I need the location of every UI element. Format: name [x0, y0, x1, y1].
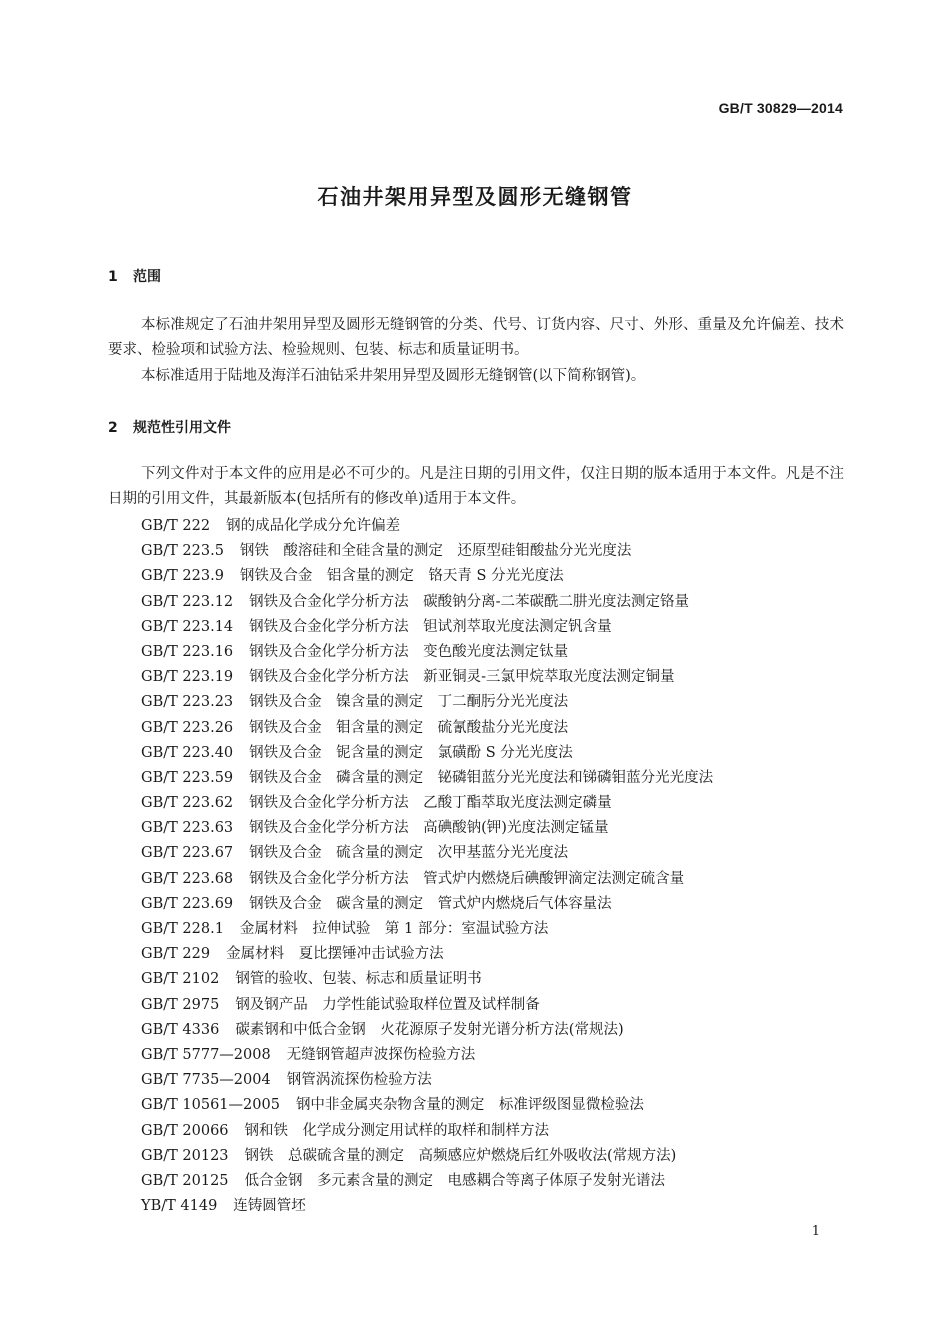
- reference-item: [141, 1144, 713, 1169]
- reference-item: [141, 741, 713, 766]
- reference-item: [141, 1093, 713, 1118]
- reference-title: 钢铁 酸溶硅和全硅含量的测定 还原型硅钼酸盐分光光度法: [239, 543, 632, 560]
- reference-code: GB/T 223.69: [141, 895, 234, 912]
- reference-item: [141, 892, 713, 917]
- standard-code: GB/T 30829—2014: [718, 100, 843, 116]
- reference-title: 金属材料 拉伸试验 第 1 部分：室温试验方法: [239, 921, 549, 937]
- reference-title: 钢铁及合金化学分析方法 新亚铜灵-三氯甲烷萃取光度法测定铜量: [249, 669, 675, 686]
- reference-code: GB/T 223.40: [141, 744, 234, 761]
- reference-title: 无缝钢管超声波探伤检验方法: [286, 1046, 476, 1063]
- reference-title: 钢管涡流探伤检验方法: [286, 1072, 432, 1089]
- references-intro-paragraph: 下列文件对于本文件的应用是必不可少的。凡是注日期的引用文件，仅注日期的版本适用于本文件。凡是不注日期的引用文件，其最新版本(包括所有的修改单)适用于本文件。: [108, 466, 844, 508]
- reference-code: GB/T 223.62: [141, 795, 234, 812]
- document-title: 石油井架用异型及圆形无缝钢管: [317, 185, 633, 209]
- reference-item: [141, 615, 713, 640]
- reference-code: GB/T 7735—2004: [141, 1072, 271, 1089]
- reference-list: [141, 514, 713, 1219]
- reference-item: [141, 590, 713, 615]
- reference-title: 钢及钢产品 力学性能试验取样位置及试样制备: [235, 996, 540, 1013]
- reference-item: [141, 564, 713, 589]
- reference-item: [141, 514, 713, 539]
- reference-code: GB/T 229: [141, 946, 211, 963]
- reference-code: GB/T 223.26: [141, 719, 234, 736]
- section-number: 1: [108, 269, 118, 285]
- reference-title: 钢铁及合金 钼含量的测定 硫氰酸盐分光光度法: [249, 719, 569, 736]
- reference-title: 钢铁及合金化学分析方法 钽试剂萃取光度法测定钒含量: [249, 618, 612, 635]
- reference-title: 钢铁及合金化学分析方法 碳酸钠分离-二苯碳酰二肼光度法测定铬量: [249, 593, 690, 610]
- reference-code: GB/T 228.1: [141, 921, 224, 937]
- reference-code: GB/T 223.12: [141, 593, 234, 610]
- reference-title: 金属材料 夏比摆锤冲击试验方法: [226, 946, 444, 963]
- reference-title: 钢管的验收、包装、标志和质量证明书: [235, 971, 482, 988]
- reference-title: 钢和铁 化学成分测定用试样的取样和制样方法: [244, 1122, 550, 1139]
- reference-code: GB/T 223.23: [141, 694, 234, 711]
- reference-code: GB/T 222: [141, 518, 211, 534]
- reference-item: [141, 867, 713, 892]
- reference-code: GB/T 5777—2008: [141, 1046, 271, 1063]
- reference-code: GB/T 223.59: [141, 769, 234, 786]
- page-number: 1: [811, 1224, 820, 1239]
- reference-title: 钢铁及合金 铝含量的测定 铬天青 S 分光光度法: [239, 568, 564, 585]
- reference-title: 钢中非金属夹杂物含量的测定 标准评级图显微检验法: [295, 1097, 644, 1114]
- reference-item: [141, 1068, 713, 1093]
- reference-title: 钢的成品化学成分允许偏差: [226, 518, 401, 534]
- reference-item: [141, 841, 713, 866]
- reference-item: [141, 1194, 713, 1219]
- reference-title: 钢铁及合金化学分析方法 高碘酸钠(钾)光度法测定锰量: [249, 820, 609, 837]
- reference-item: [141, 716, 713, 741]
- reference-code: GB/T 223.68: [141, 870, 234, 887]
- reference-title: 钢铁及合金化学分析方法 乙酸丁酯萃取光度法测定磷量: [249, 795, 612, 812]
- reference-code: GB/T 223.67: [141, 845, 234, 862]
- reference-item: [141, 1043, 713, 1068]
- reference-title: 钢铁及合金 铌含量的测定 氯磺酚 S 分光光度法: [249, 744, 573, 761]
- reference-title: 钢铁及合金化学分析方法 管式炉内燃烧后碘酸钾滴定法测定硫含量: [249, 870, 685, 887]
- reference-item: [141, 1169, 713, 1194]
- reference-code: GB/T 223.5: [141, 543, 224, 560]
- reference-item: [141, 640, 713, 665]
- reference-code: GB/T 10561—2005: [141, 1097, 280, 1114]
- section-heading-normative-references: [108, 417, 231, 437]
- reference-title: 钢铁及合金 碳含量的测定 管式炉内燃烧后气体容量法: [249, 895, 612, 912]
- reference-item: [141, 1119, 713, 1144]
- scope-paragraph-2: 本标准适用于陆地及海洋石油钻采井架用异型及圆形无缝钢管(以下简称钢管)。: [141, 368, 646, 384]
- reference-title: 钢铁 总碳硫含量的测定 高频感应炉燃烧后红外吸收法(常规方法): [244, 1147, 677, 1164]
- reference-code: GB/T 20066: [141, 1122, 229, 1139]
- reference-title: 低合金钢 多元素含量的测定 电感耦合等离子体原子发射光谱法: [244, 1172, 666, 1189]
- section-title: 范围: [133, 269, 161, 285]
- reference-title: 连铸圆管坯: [233, 1198, 306, 1215]
- reference-code: GB/T 223.9: [141, 568, 224, 585]
- reference-code: GB/T 2975: [141, 996, 220, 1013]
- section-heading-scope: [108, 266, 161, 286]
- section-number: 2: [108, 420, 118, 436]
- reference-item: [141, 967, 713, 992]
- reference-code: GB/T 223.16: [141, 643, 234, 660]
- reference-code: GB/T 20125: [141, 1172, 229, 1189]
- reference-item: [141, 665, 713, 690]
- section-title: 规范性引用文件: [133, 420, 231, 436]
- reference-code: GB/T 2102: [141, 971, 220, 988]
- reference-item: [141, 1018, 713, 1043]
- scope-paragraph-1: 本标准规定了石油井架用异型及圆形无缝钢管的分类、代号、订货内容、尺寸、外形、重量及允许偏差、技术要求、检验项和试验方法、检验规则、包装、标志和质量证明书。: [108, 317, 844, 359]
- reference-code: GB/T 223.63: [141, 820, 234, 837]
- reference-title: 钢铁及合金 镍含量的测定 丁二酮肟分光光度法: [249, 694, 569, 711]
- reference-code: GB/T 4336: [141, 1021, 220, 1038]
- reference-item: [141, 917, 713, 942]
- reference-code: GB/T 20123: [141, 1147, 229, 1164]
- reference-item: [141, 690, 713, 715]
- reference-code: GB/T 223.14: [141, 618, 234, 635]
- reference-title: 碳素钢和中低合金钢 火花源原子发射光谱分析方法(常规法): [235, 1021, 624, 1038]
- reference-item: [141, 816, 713, 841]
- reference-item: [141, 993, 713, 1018]
- reference-title: 钢铁及合金化学分析方法 变色酸光度法测定钛量: [249, 643, 569, 660]
- reference-item: [141, 766, 713, 791]
- reference-title: 钢铁及合金 磷含量的测定 铋磷钼蓝分光光度法和锑磷钼蓝分光光度法: [249, 769, 714, 786]
- reference-item: [141, 791, 713, 816]
- reference-item: [141, 942, 713, 967]
- reference-code: GB/T 223.19: [141, 669, 234, 686]
- reference-code: YB/T 4149: [141, 1198, 218, 1215]
- reference-item: [141, 539, 713, 564]
- reference-title: 钢铁及合金 硫含量的测定 次甲基蓝分光光度法: [249, 845, 569, 862]
